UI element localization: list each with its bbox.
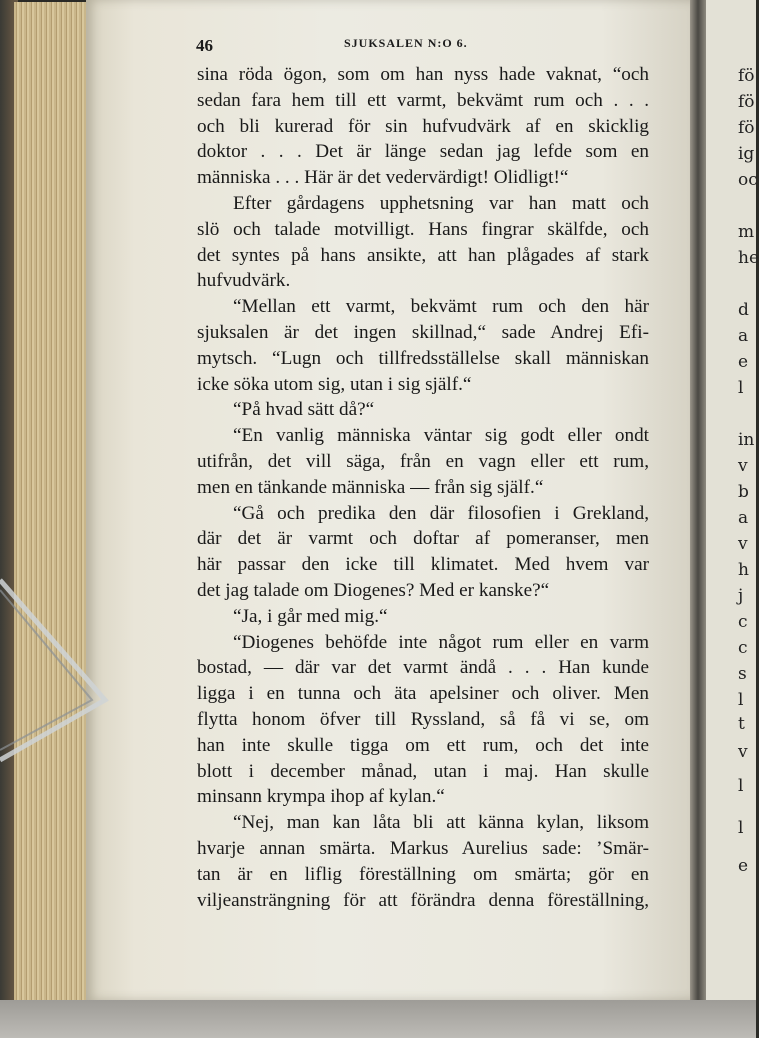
text-line: där det är varmt och doftar af pomeranser, men (197, 528, 649, 550)
text-line: och bli kurerad för sin hufvudvärk af en skicklig (197, 115, 649, 137)
text-line: “Gå och predika den där filosofien i Grekland, (233, 502, 649, 524)
right-page-fragment: fö (738, 92, 755, 112)
right-page-fragment: a (738, 326, 749, 346)
right-page-fragment: t (738, 714, 745, 734)
text-line: “Mellan ett varmt, bekvämt rum och den här (233, 296, 649, 318)
right-page-fragment: a (738, 508, 749, 528)
right-page-fragment: l (738, 776, 744, 796)
page-number: 46 (196, 36, 213, 55)
right-page-fragment: v (738, 534, 748, 554)
right-page-fragment: h (738, 560, 749, 580)
page-edges (14, 2, 95, 1002)
text-line: “Nej, man kan låta bli att känna kylan, liksom (233, 812, 649, 834)
text-line: “Ja, i går med mig.“ (233, 605, 388, 627)
book-gutter (690, 0, 706, 1000)
text-line: blott i december månad, utan i maj. Han skulle (197, 760, 649, 782)
right-page-fragment: c (738, 612, 748, 632)
right-page-fragment: fö (738, 66, 755, 86)
text-line: flytta honom öfver till Ryssland, så få vi se, om (197, 708, 649, 730)
text-line: sjuksalen är det ingen skillnad,“ sade Andrej Efi- (197, 321, 649, 343)
text-line: sedan fara hem till ett varmt, bekvämt rum och . . . (197, 89, 649, 111)
text-line: “På hvad sätt då?“ (233, 399, 375, 421)
right-page-fragment: he (738, 248, 759, 268)
page-clip-icon (0, 560, 110, 780)
right-page-fragment: v (738, 456, 748, 476)
text-line: han inte skulle tigga om ett rum, och det inte (197, 734, 649, 756)
right-page (706, 0, 759, 1000)
text-line: bostad, — där var det varmt ändå . . . Han kunde (197, 657, 649, 679)
right-page-fragment: e (738, 352, 749, 372)
text-line: viljeansträngning för att förändra denna föreställning, (197, 889, 649, 911)
text-line: hufvudvärk. (197, 270, 291, 292)
right-page-fragment: v (738, 742, 748, 762)
page-header (196, 34, 650, 58)
right-page-fragment: m (738, 222, 755, 242)
text-line: det syntes på hans ansikte, att han plågades af stark (197, 244, 649, 266)
right-page-fragment: e (738, 856, 749, 876)
text-line: icke söka utom sig, utan i sig själf.“ (197, 373, 472, 395)
text-line: ligga i en tunna och äta apelsiner och oliver. Men (197, 683, 649, 705)
right-page-fragment: l (738, 818, 744, 838)
right-page-fragment: s (738, 664, 747, 684)
text-line: utifrån, det vill säga, från en vagn eller ett rum, (197, 450, 649, 472)
right-page-fragment: l (738, 378, 744, 398)
running-head: SJUKSALEN N:O 6. (344, 36, 468, 50)
text-line: Efter gårdagens upphetsning var han matt och (233, 192, 649, 214)
text-line: men en tänkande människa — från sig själf.“ (197, 476, 544, 498)
right-page-fragment: l (738, 690, 744, 710)
text-line: människa . . . Här är det vedervärdigt! Olidligt!“ (197, 167, 569, 189)
right-page-fragment: oc (738, 170, 758, 190)
text-line: “En vanlig människa väntar sig godt eller ondt (233, 425, 649, 447)
text-line: mytsch. “Lugn och tillfredsställelse skall människan (197, 347, 649, 369)
text-line: minsann krympa ihop af kylan.“ (197, 786, 445, 808)
right-page-fragment: j (738, 586, 744, 606)
text-line: slö och talade motvilligt. Hans fingrar skälfde, och (197, 218, 649, 240)
text-line: hvarje annan smärta. Markus Aurelius sade: ’Smär- (197, 837, 649, 859)
text-line: här passar den icke till klimatet. Med hvem var (197, 554, 649, 576)
text-line: “Diogenes behöfde inte något rum eller en varm (233, 631, 649, 653)
text-line: sina röda ögon, som om han nyss hade vaknat, “och (197, 64, 649, 85)
text-line: det jag talade om Diogenes? Med er kanske?“ (197, 579, 550, 601)
right-page-fragment: fö (738, 118, 755, 138)
right-page-fragment: d (738, 300, 749, 320)
right-page-fragment: c (738, 638, 748, 658)
right-page-fragment: b (738, 482, 749, 502)
text-line: doktor . . . Det är länge sedan jag lefde som en (197, 141, 649, 163)
right-page-fragment: in (738, 430, 755, 450)
text-line: tan är en liflig föreställning om smärta; gör en (197, 863, 649, 885)
right-page-fragment: ig (738, 144, 755, 164)
scanner-bed (0, 1000, 756, 1038)
body-text (197, 62, 649, 913)
